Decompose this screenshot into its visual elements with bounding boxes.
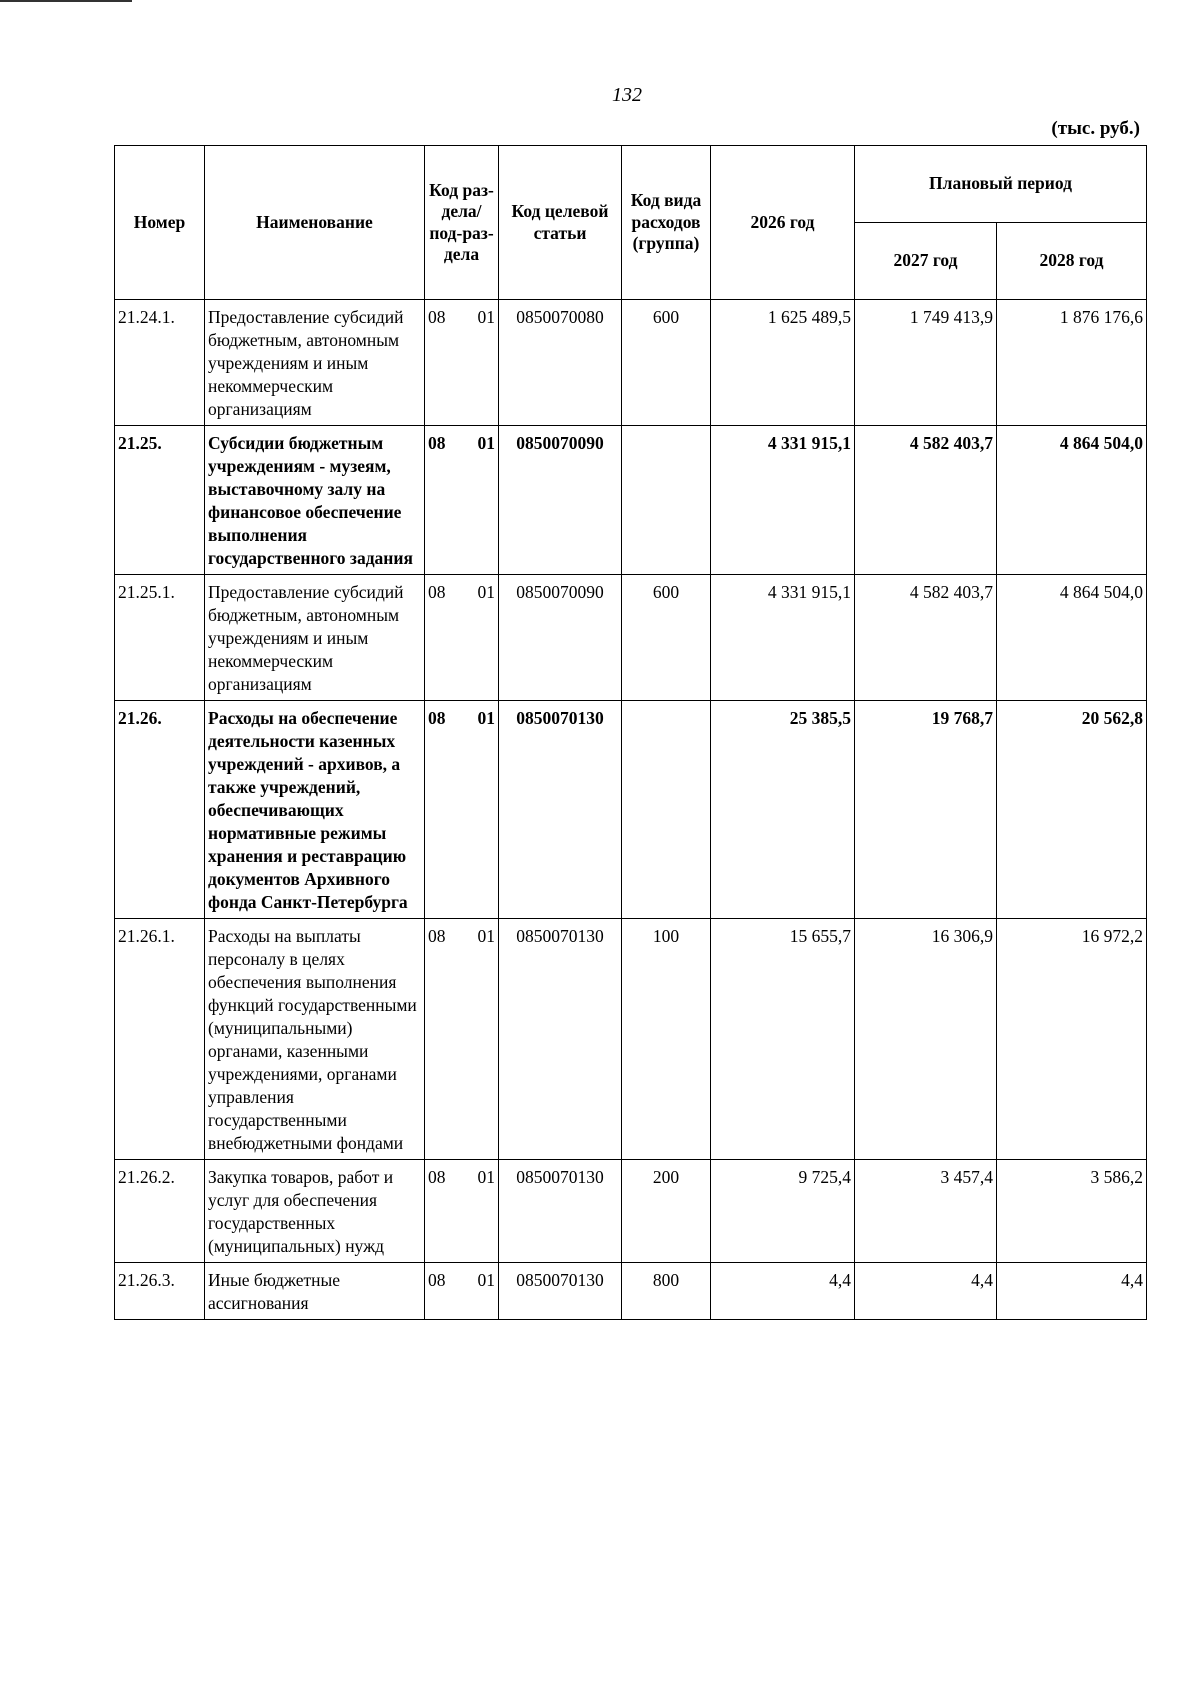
header-target-code: Код целевой статьи [499,146,622,300]
row-target-code: 0850070130 [499,919,622,1160]
header-planned-period: Плановый период [855,146,1147,223]
row-value-2026: 9 725,4 [711,1160,855,1263]
row-value-2026: 4,4 [711,1263,855,1320]
header-2028: 2028 год [997,223,1147,300]
row-name: Расходы на выплаты персоналу в целях обеспечения выполнения функций государственными (муниципальными) органами, казенными учреждениями, органами управления государственными внебюджетными фондами [205,919,425,1160]
row-number: 21.25. [115,426,205,575]
row-number: 21.26. [115,701,205,919]
row-target-code: 0850070090 [499,426,622,575]
row-expense-type [622,426,711,575]
row-value-2026: 4 331 915,1 [711,575,855,701]
row-name: Предоставление субсидий бюджетным, автономным учреждениям и иным некоммерческим организациям [205,300,425,426]
row-value-2028: 16 972,2 [997,919,1147,1160]
row-value-2027: 4 582 403,7 [855,426,997,575]
scan-edge-mark [0,0,132,2]
table-row [115,701,1147,919]
row-name: Закупка товаров, работ и услуг для обеспечения государственных (муниципальных) нужд [205,1160,425,1263]
row-value-2026: 1 625 489,5 [711,300,855,426]
row-section-code: 08 01 [425,1160,499,1263]
row-name: Предоставление субсидий бюджетным, автономным учреждениям и иным некоммерческим организациям [205,575,425,701]
row-section-code: 08 01 [425,300,499,426]
row-name: Иные бюджетные ассигнования [205,1263,425,1320]
row-number: 21.24.1. [115,300,205,426]
row-target-code: 0850070080 [499,300,622,426]
row-value-2027: 19 768,7 [855,701,997,919]
header-row [115,146,1147,223]
table-row [115,1160,1147,1263]
row-value-2027: 1 749 413,9 [855,300,997,426]
header-name: Наименование [205,146,425,300]
table-row [115,300,1147,426]
budget-table [114,145,1147,1320]
row-expense-type: 100 [622,919,711,1160]
table-row [115,1263,1147,1320]
header-2027: 2027 год [855,223,997,300]
row-name: Расходы на обеспечение деятельности казенных учреждений - архивов, а также учреждений, обеспечивающих нормативные режимы хранения и реставрацию документов Архивного фонда Санкт-Петербурга [205,701,425,919]
table-row [115,919,1147,1160]
row-section-code: 08 01 [425,919,499,1160]
row-target-code: 0850070090 [499,575,622,701]
row-value-2027: 3 457,4 [855,1160,997,1263]
row-expense-type: 800 [622,1263,711,1320]
row-expense-type [622,701,711,919]
row-number: 21.25.1. [115,575,205,701]
header-2026: 2026 год [711,146,855,300]
row-section-code: 08 01 [425,426,499,575]
row-number: 21.26.1. [115,919,205,1160]
row-value-2027: 4 582 403,7 [855,575,997,701]
row-expense-type: 200 [622,1160,711,1263]
row-value-2027: 4,4 [855,1263,997,1320]
page-number: 132 [612,84,642,106]
row-value-2026: 25 385,5 [711,701,855,919]
row-value-2028: 3 586,2 [997,1160,1147,1263]
table-row [115,575,1147,701]
row-target-code: 0850070130 [499,1160,622,1263]
row-name: Субсидии бюджетным учреждениям - музеям, выставочному залу на финансовое обеспечение выполнения государственного задания [205,426,425,575]
row-value-2026: 15 655,7 [711,919,855,1160]
units-label: (тыс. руб.) [1051,118,1140,139]
row-value-2028: 4 864 504,0 [997,575,1147,701]
row-value-2028: 4,4 [997,1263,1147,1320]
row-value-2028: 1 876 176,6 [997,300,1147,426]
row-expense-type: 600 [622,575,711,701]
header-section-code: Код раз-дела/ под-раз-дела [425,146,499,300]
row-section-code: 08 01 [425,701,499,919]
row-expense-type: 600 [622,300,711,426]
row-value-2028: 20 562,8 [997,701,1147,919]
row-number: 21.26.2. [115,1160,205,1263]
row-target-code: 0850070130 [499,701,622,919]
row-value-2027: 16 306,9 [855,919,997,1160]
row-target-code: 0850070130 [499,1263,622,1320]
row-number: 21.26.3. [115,1263,205,1320]
row-section-code: 08 01 [425,1263,499,1320]
row-section-code: 08 01 [425,575,499,701]
table-row [115,426,1147,575]
header-number: Номер [115,146,205,300]
row-value-2028: 4 864 504,0 [997,426,1147,575]
row-value-2026: 4 331 915,1 [711,426,855,575]
header-expense-type: Код вида расходов (группа) [622,146,711,300]
